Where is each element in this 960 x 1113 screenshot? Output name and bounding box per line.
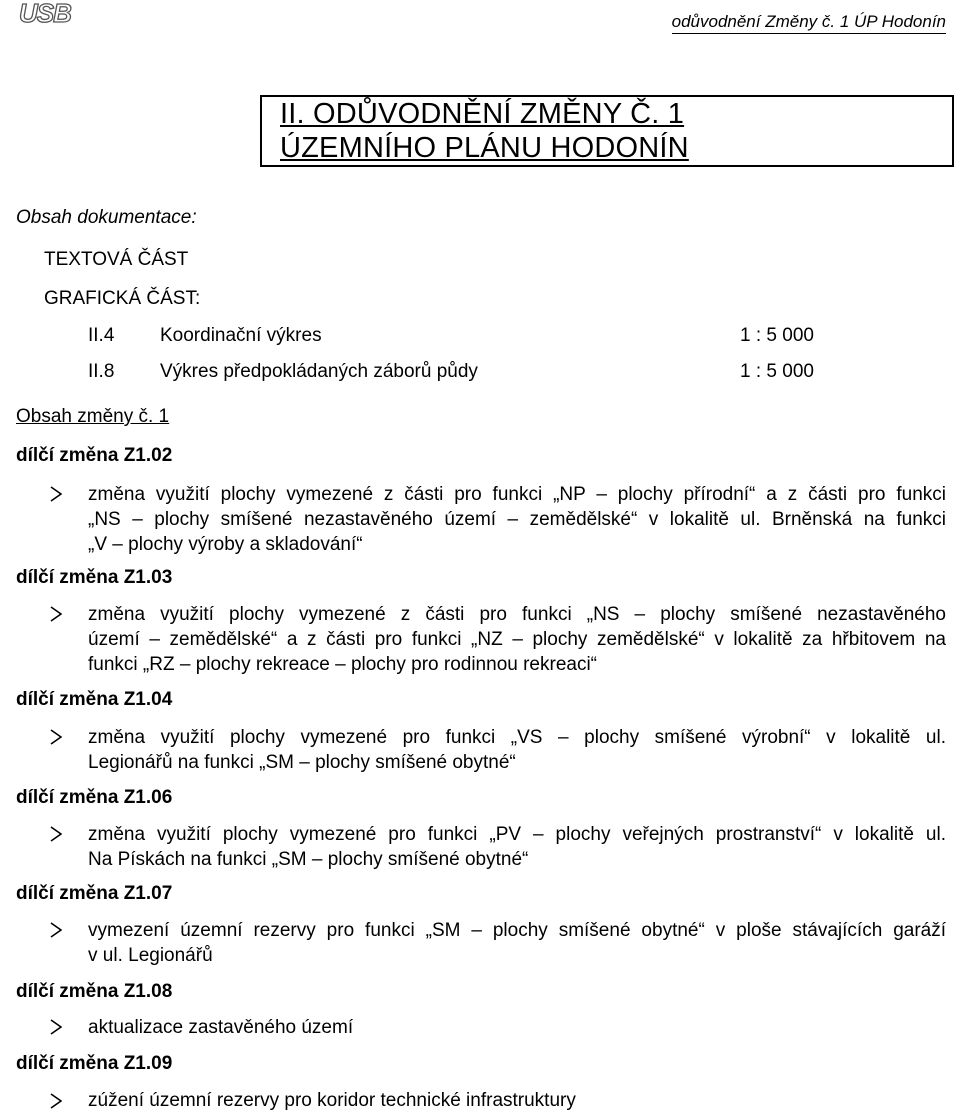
change-label: dílčí změna Z1.07 — [16, 883, 173, 904]
drawing-scale: 1 : 5 000 — [740, 325, 814, 346]
change-description — [88, 822, 946, 872]
change-line: Legionářů na funkci „SM – plochy smíšené obytné“ — [88, 752, 516, 773]
drawing-scale: 1 : 5 000 — [740, 361, 814, 382]
changes-heading: Obsah změny č. 1 — [16, 406, 170, 427]
arrow-bullet-icon — [50, 922, 62, 938]
arrow-bullet-icon — [50, 729, 62, 745]
change-line: „NS – plochy smíšené nezastavěného území – zemědělské“ v lokalitě ul. Brněnská na funkci — [88, 509, 946, 530]
header-document-title: odůvodnění Změny č. 1 ÚP Hodonín — [672, 12, 946, 34]
change-line: území – zemědělské“ a z části pro funkci „NZ – plochy zemědělské“ v lokalitě za hřbitovem na — [88, 629, 946, 650]
change-line: aktualizace zastavěného území — [88, 1017, 354, 1038]
change-line: Na Pískách na funkci „SM – plochy smíšené obytné“ — [88, 849, 529, 870]
change-line: vymezení územní rezervy pro funkci „SM – plochy smíšené obytné“ v ploše stávajících garáží — [88, 920, 946, 941]
graphic-part-label: GRAFICKÁ ČÁST: — [44, 288, 201, 309]
change-description — [88, 602, 946, 677]
svg-text:USB: USB — [19, 0, 71, 26]
arrow-bullet-icon — [50, 1093, 62, 1109]
change-label: dílčí změna Z1.09 — [16, 1053, 173, 1074]
arrow-bullet-icon — [50, 826, 62, 842]
change-label: dílčí změna Z1.08 — [16, 981, 173, 1002]
change-label: dílčí změna Z1.06 — [16, 787, 173, 808]
drawing-number: II.8 — [88, 361, 115, 382]
change-line: funkci „RZ – plochy rekreace – plochy pro rodinnou rekreaci“ — [88, 654, 598, 675]
change-line: „V – plochy výroby a skladování“ — [88, 534, 363, 555]
drawing-name: Koordinační výkres — [160, 325, 322, 346]
change-line: změna využití plochy vymezené z části pro funkci „NP – plochy přírodní“ a z části pro funkci — [88, 484, 946, 505]
usb-logo — [18, 0, 84, 26]
change-label: dílčí změna Z1.03 — [16, 567, 173, 588]
change-label: dílčí změna Z1.04 — [16, 689, 173, 710]
contents-heading: Obsah dokumentace: — [16, 207, 197, 228]
change-description — [88, 1015, 946, 1040]
change-line: změna využití plochy vymezené pro funkci „PV – plochy veřejných prostranství“ v lokalitě ul. — [88, 824, 946, 845]
change-line: zúžení územní rezervy pro koridor technické infrastruktury — [88, 1090, 576, 1111]
text-part-label: TEXTOVÁ ČÁST — [44, 249, 189, 270]
change-label: dílčí změna Z1.02 — [16, 445, 173, 466]
drawing-name: Výkres předpokládaných záborů půdy — [160, 361, 478, 382]
drawing-number: II.4 — [88, 325, 115, 346]
change-line: v ul. Legionářů — [88, 945, 213, 966]
change-line: změna využití plochy vymezené pro funkci „VS – plochy smíšené výrobní“ v lokalitě ul. — [88, 727, 946, 748]
change-line: změna využití plochy vymezené z části pro funkci „NS – plochy smíšené nezastavěného — [88, 604, 946, 625]
arrow-bullet-icon — [50, 1019, 62, 1035]
change-description — [88, 918, 946, 968]
title-line-2: ÚZEMNÍHO PLÁNU HODONÍN — [280, 132, 689, 164]
change-description — [88, 725, 946, 775]
change-description — [88, 1088, 946, 1113]
arrow-bullet-icon — [50, 486, 62, 502]
arrow-bullet-icon — [50, 606, 62, 622]
change-description — [88, 482, 946, 557]
usb-logo-graphic — [18, 0, 84, 26]
title-line-1: II. ODŮVODNĚNÍ ZMĚNY Č. 1 — [280, 98, 685, 130]
title-box — [260, 95, 954, 167]
